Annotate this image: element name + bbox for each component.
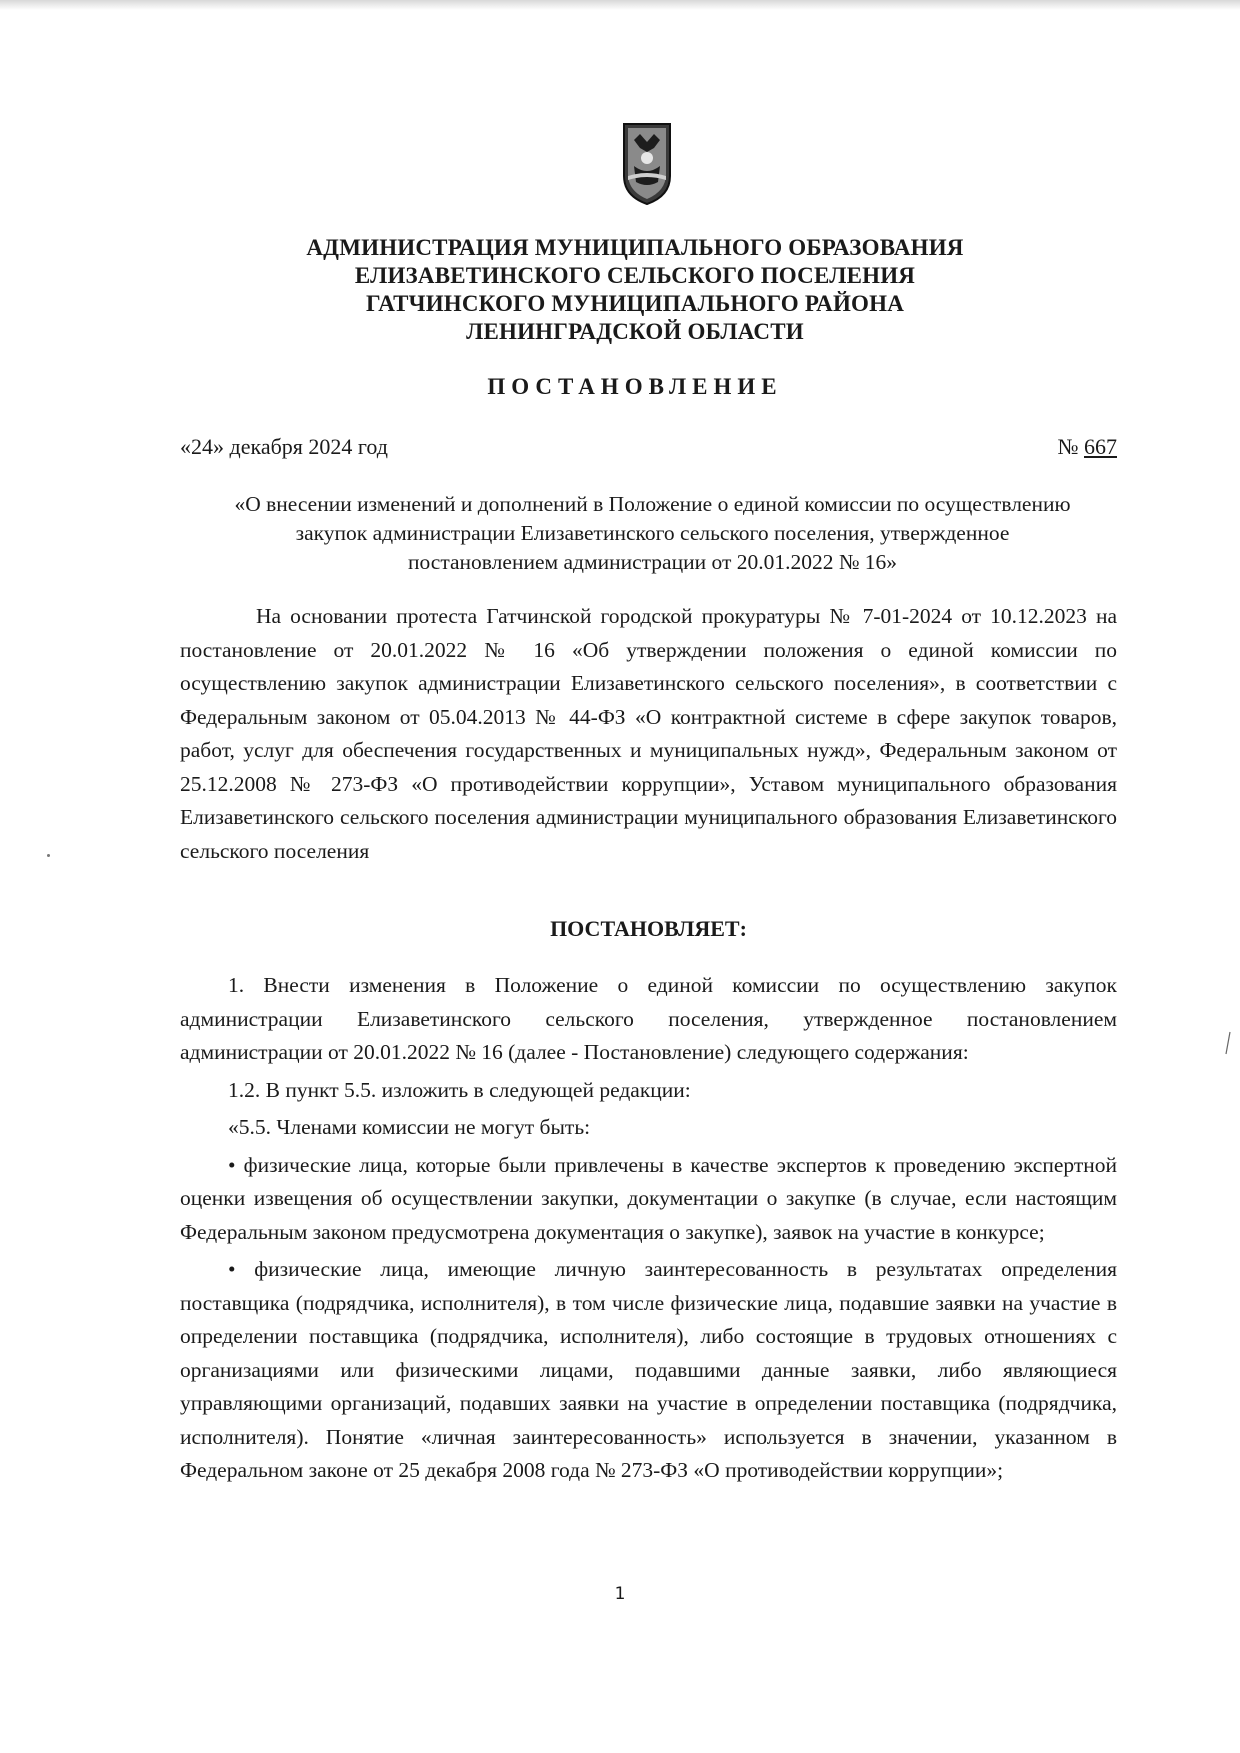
title-line: «О внесении изменений и дополнений в Положение о единой комиссии по осуществлению xyxy=(234,492,1071,516)
scan-edge-shadow xyxy=(0,0,1240,10)
bullet-item: • физические лица, имеющие личную заинтересованность в результатах определения поставщика (подрядчика, исполнителя), в том числе физические лица, подавшие заявки на участие в определении поставщика (подрядчика, исполнителя), либо состоящие в трудовых отношениях с организациями или физическими лицами, подавшими данные заявки, либо являющиеся управляющими организаций, подавших заявки на участие в определении поставщика (подрядчика, исполнителя). Понятие «личная заинтересованность» используется в значении, указанном в Федеральном законе от 25 декабря 2008 года № 273-ФЗ «О противодействии коррупции»; xyxy=(180,1257,1117,1482)
document-title xyxy=(180,490,1125,577)
org-line: ЕЛИЗАВЕТИНСКОГО СЕЛЬСКОГО ПОСЕЛЕНИЯ xyxy=(354,263,916,288)
pen-mark-icon xyxy=(1224,1030,1232,1056)
org-line: ЛЕНИНГРАДСКОЙ ОБЛАСТИ xyxy=(466,319,804,344)
resolve-heading: ПОСТАНОВЛЯЕТ: xyxy=(550,916,747,941)
resolution-items xyxy=(180,969,1117,1492)
preamble-text: На основании протеста Гатчинской городской прокуратуры № 7-01-2024 от 10.12.2023 на постановление от 20.01.2022 № 16 «Об утверждении положения о единой комиссии по осуществлению закупок администрации Елизаветинского сельского поселения», в соответствии с Федеральным законом от 05.04.2013 № 44-ФЗ «О контрактной системе в сфере закупок товаров, работ, услуг для обеспечения государственных и муниципальных нужд», Федеральным законом от 25.12.2008 № 273-ФЗ «О противодействии коррупции», Уставом муниципального образования Елизаветинского сельского поселения администрации муниципального образования Елизаветинского сельского поселения xyxy=(180,604,1117,863)
item-1-2: 1.2. В пункт 5.5. изложить в следующей редакции: xyxy=(228,1077,691,1102)
title-line: закупок администрации Елизаветинского сельского поселения, утвержденное xyxy=(295,521,1010,545)
title-line: постановлением администрации от 20.01.2022 № 16» xyxy=(408,550,897,574)
preamble xyxy=(180,600,1117,868)
scan-speck xyxy=(47,854,50,857)
item-5-5: «5.5. Членами комиссии не могут быть: xyxy=(228,1115,591,1139)
org-line: ГАТЧИНСКОГО МУНИЦИПАЛЬНОГО РАЙОНА xyxy=(365,291,905,316)
number-prefix: № xyxy=(1057,434,1084,459)
document-type: ПОСТАНОВЛЕНИЕ xyxy=(487,374,783,399)
bullet-item: • физические лица, которые были привлечены в качестве экспертов к проведению экспертной оценки извещения об осуществлении закупки, документации о закупке (в случае, если настоящим Федеральным законом предусмотрена документация о закупке), заявок на участие в конкурсе; xyxy=(180,1152,1117,1244)
coat-of-arms-icon xyxy=(620,118,674,206)
page-number: 1 xyxy=(614,1584,626,1604)
org-line: АДМИНИСТРАЦИЯ МУНИЦИПАЛЬНОГО ОБРАЗОВАНИЯ xyxy=(306,235,964,260)
item-1: 1. Внести изменения в Положение о единой комиссии по осуществлению закупок администрации Елизаветинского сельского поселения, утвержденное постановлением администрации от 20.01.2022 № 16 (далее - Постановление) следующего содержания: xyxy=(180,973,1117,1064)
number-value: 667 xyxy=(1084,434,1117,459)
document-date: «24» декабря 2024 год xyxy=(180,434,388,459)
organization-header xyxy=(200,234,1070,346)
document-number xyxy=(1058,434,1118,460)
